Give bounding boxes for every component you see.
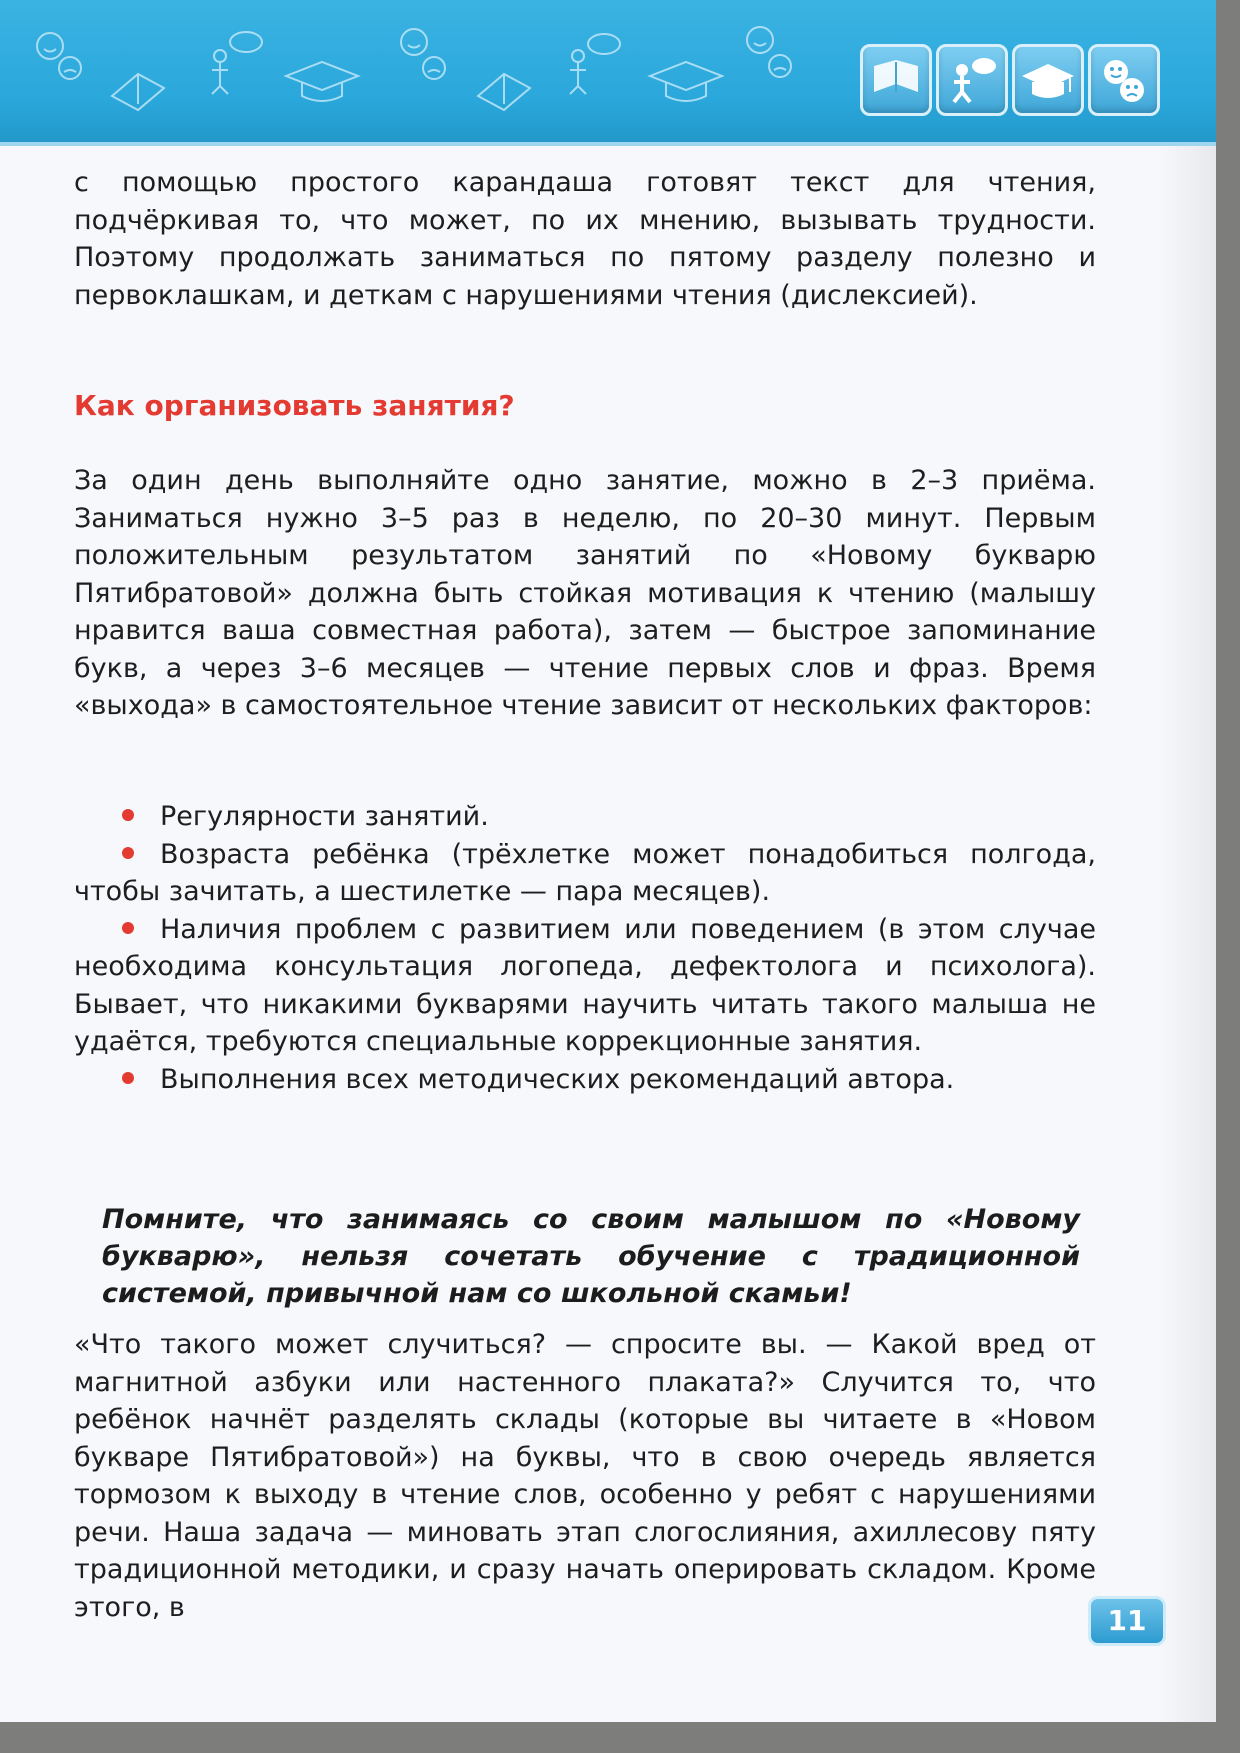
section-heading: Как организовать занятия? xyxy=(74,389,515,422)
list-item: Регулярности занятий. xyxy=(74,798,1096,836)
smiley-decor-icon xyxy=(401,29,445,79)
section-paragraph: За один день выполняйте одно занятие, можно в 2–3 приёма. Заниматься нужно 3–5 раз в неделю, по 20–30 минут. Первым положительным результатом занятий по «Новому букварю Пятибратовой» должна быть стойкая мотивация к чтению (малышу нравится ваша совместная работа), затем — быстрое запоминание букв, а через 3–6 месяцев — чтение первых слов и фраз. Время «выхода» в самостоятельное чтение зависит от нескольких факторов: xyxy=(74,465,1096,721)
list-item: Наличия проблем с развитием или поведением (в этом случае необходима консультация логопеда, дефектолога и психолога). Бывает, что никакими букварями научить читать такого малыша не удаётся, требуются специальные коррекционные занятия. xyxy=(74,913,1096,1057)
child-speech-icon xyxy=(936,44,1008,116)
graduation-cap-icon xyxy=(1012,44,1084,116)
intro-paragraph: с помощью простого карандаша готовят текст для чтения, подчёркивая то, что может, по их мнению, вызывать трудности. Поэтому продолжать заниматься по пятому разделу полезно и первоклашкам, и деткам с нарушениями чтения (дислексией). xyxy=(74,167,1096,311)
bullet-icon xyxy=(122,922,134,934)
book-decor-icon xyxy=(478,74,530,110)
section-icon-tiles xyxy=(860,44,1160,116)
smiley-decor-icon xyxy=(747,27,791,77)
bullet-icon xyxy=(122,847,134,859)
list-item: Возраста ребёнка (трёхлетке может понадобиться полгода, чтобы зачитать, а шестилетке — пара месяцев). xyxy=(74,838,1096,907)
closing-paragraph: «Что такого может случиться? — спросите вы. — Какой вред от магнитной азбуки или настенного плаката?» Случится то, что ребёнок начнёт разделять склады (которые вы читаете в «Новом букваре Пятибратовой») на буквы, что в свою очередь является тормозом к выходу в чтение слов, особенно у ребят с нарушениями речи. Наша задача — миновать этап слогослияния, ахиллесову пяту традиционной методики, и сразу начать оперировать складом. Кроме этого, в xyxy=(74,1329,1096,1623)
child-speech-decor-icon xyxy=(570,34,620,94)
smiley-faces-icon xyxy=(1088,44,1160,116)
section-body xyxy=(74,462,1096,725)
page-content xyxy=(74,164,1096,1623)
important-note: Помните, что занимаясь со своим малышом по «Новому букварю», нельзя сочетать обучение с традиционной системой, привычной нам со школьной скамьи! xyxy=(102,1204,1080,1309)
factors-list xyxy=(74,798,1096,1098)
cap-decor-icon xyxy=(286,62,358,101)
list-item: Выполнения всех методических рекомендаций автора. xyxy=(74,1061,1096,1099)
child-speech-decor-icon xyxy=(212,32,262,94)
book-decor-icon xyxy=(112,74,164,110)
header-decorations xyxy=(0,0,860,142)
page-edge-shadow xyxy=(1156,0,1216,1722)
bullet-icon xyxy=(122,809,134,821)
header-band xyxy=(0,0,1216,146)
page-number: 11 xyxy=(1088,1596,1166,1646)
closing-body xyxy=(74,1326,1096,1626)
smiley-decor-icon xyxy=(37,33,81,79)
bullet-icon xyxy=(122,1072,134,1084)
cap-decor-icon xyxy=(650,62,722,101)
open-book-icon xyxy=(860,44,932,116)
